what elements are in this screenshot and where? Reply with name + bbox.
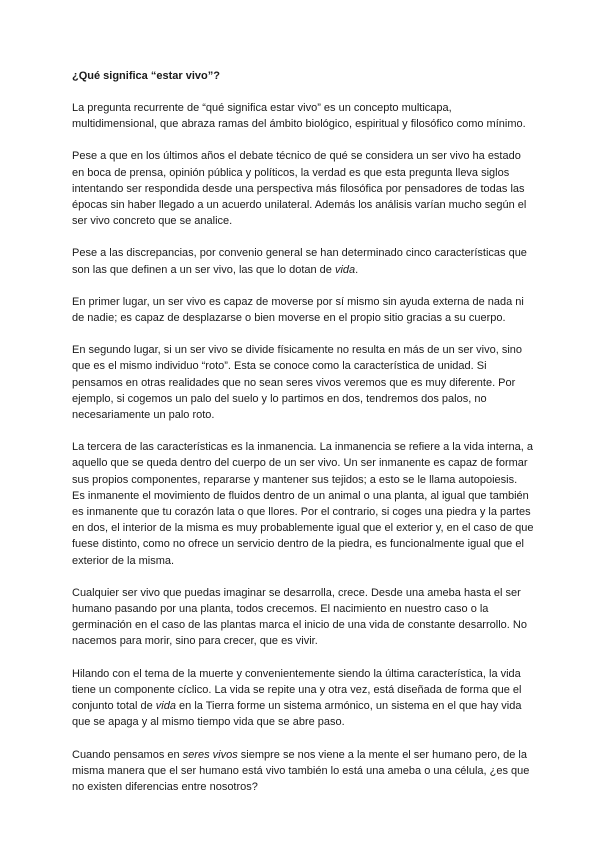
paragraph-p3: [72, 245, 534, 277]
text-run: En segundo lugar, si un ser vivo se divide físicamente no resulta en más de un ser vivo, sino que es el mismo individuo “roto”. Esta se conoce como la característica de unidad. Si pensamos en otras realidades que no sean seres vivos veremos que es muy diferente. Por ejemplo, si cogemos un palo del suelo y lo partimos en dos, tendremos dos palos, no necesariamente un palo roto.: [72, 344, 523, 422]
document-page: [72, 68, 534, 811]
text-run: Cuando pensamos en: [72, 748, 183, 761]
text-run: La tercera de las características es la inmanencia. La inmanencia se refiere a la vida interna, a aquello que se queda dentro del cuerpo de un ser vivo. Un ser inmanente es capaz de formar sus propios componentes, repararse y mantener sus tejidos; a esto se le llama autopoiesis.: [72, 441, 534, 486]
paragraph-p4: [72, 294, 534, 326]
paragraph-p9: [72, 666, 534, 731]
text-run: Pese a que en los últimos años el debate técnico de qué se considera un ser vivo ha estado en boca de prensa, opinión pública y políticos, la verdad es que esta pregunta lleva siglos intentando ser respondida desde una perspectiva más filosófica por pensadores de todas las épocas sin haber llegado a un acuerdo unilateral. Además los análisis varían mucho según el ser vivo concreto que se analice.: [72, 150, 527, 228]
paragraph-p7: [72, 488, 534, 569]
italic-text: seres vivos: [182, 748, 238, 761]
text-run: Es inmanente el movimiento de fluidos dentro de un animal o una planta, al igual que también es inmanente que tu corazón lata o que llores. Por el contrario, si coges una piedra y la partes en dos, el interior de la misma es muy probablemente igual que el exterior y, en el caso de que fuese distinto, como no ofrece un servicio dentro de la piedra, es funcionalmente igual que el exterior de la misma.: [72, 489, 534, 567]
text-run: en la Tierra forme un sistema armónico, un sistema en el que hay vida que se apaga y al mismo tiempo vida que se abre paso.: [72, 700, 522, 729]
paragraph-p1: [72, 100, 534, 132]
text-run: Pese a las discrepancias, por convenio general se han determinado cinco características que son las que definen a un ser vivo, las que lo dotan de: [72, 247, 527, 276]
text-run: Cualquier ser vivo que puedas imaginar se desarrolla, crece. Desde una ameba hasta el ser humano pasando por una planta, todos crecemos. El nacimiento en nuestro caso o la germinación en el caso de las plantas marca el inicio de una vida de constante desarrollo. No nacemos para morir, sino para crecer, que es vivir.: [72, 586, 527, 648]
document-body: [72, 100, 534, 795]
text-run: siempre se nos viene a la mente el ser humano pero, de la misma manera que el ser humano está vivo también lo está una ameba o una célula, ¿es que no existen diferencias entre nosotros?: [72, 748, 530, 793]
paragraph-p5: [72, 342, 534, 423]
document-title: ¿Qué significa “estar vivo”?: [72, 70, 220, 82]
text-run: En primer lugar, un ser vivo es capaz de moverse por sí mismo sin ayuda externa de nada ni de nadie; es capaz de desplazarse o bien moverse en el propio sitio gracias a su cuerpo.: [72, 295, 524, 325]
text-run: .: [355, 263, 359, 276]
paragraph-p2: [72, 148, 534, 229]
paragraph-p10: [72, 747, 534, 796]
paragraph-p6: [72, 439, 534, 488]
text-run: La pregunta recurrente de “qué significa estar vivo” es un concepto multicapa, multidimensional, que abraza ramas del ámbito biológico, espiritual y filosófico como mínimo.: [72, 102, 526, 131]
text-run: Hilando con el tema de la muerte y convenientemente siendo la última característica, la vida tiene un componente cíclico. La vida se repite una y otra vez, está diseñada de forma que el conjunto total de: [72, 667, 522, 713]
italic-text: vida: [155, 700, 176, 713]
italic-text: vida: [334, 263, 356, 276]
paragraph-p8: [72, 585, 534, 650]
